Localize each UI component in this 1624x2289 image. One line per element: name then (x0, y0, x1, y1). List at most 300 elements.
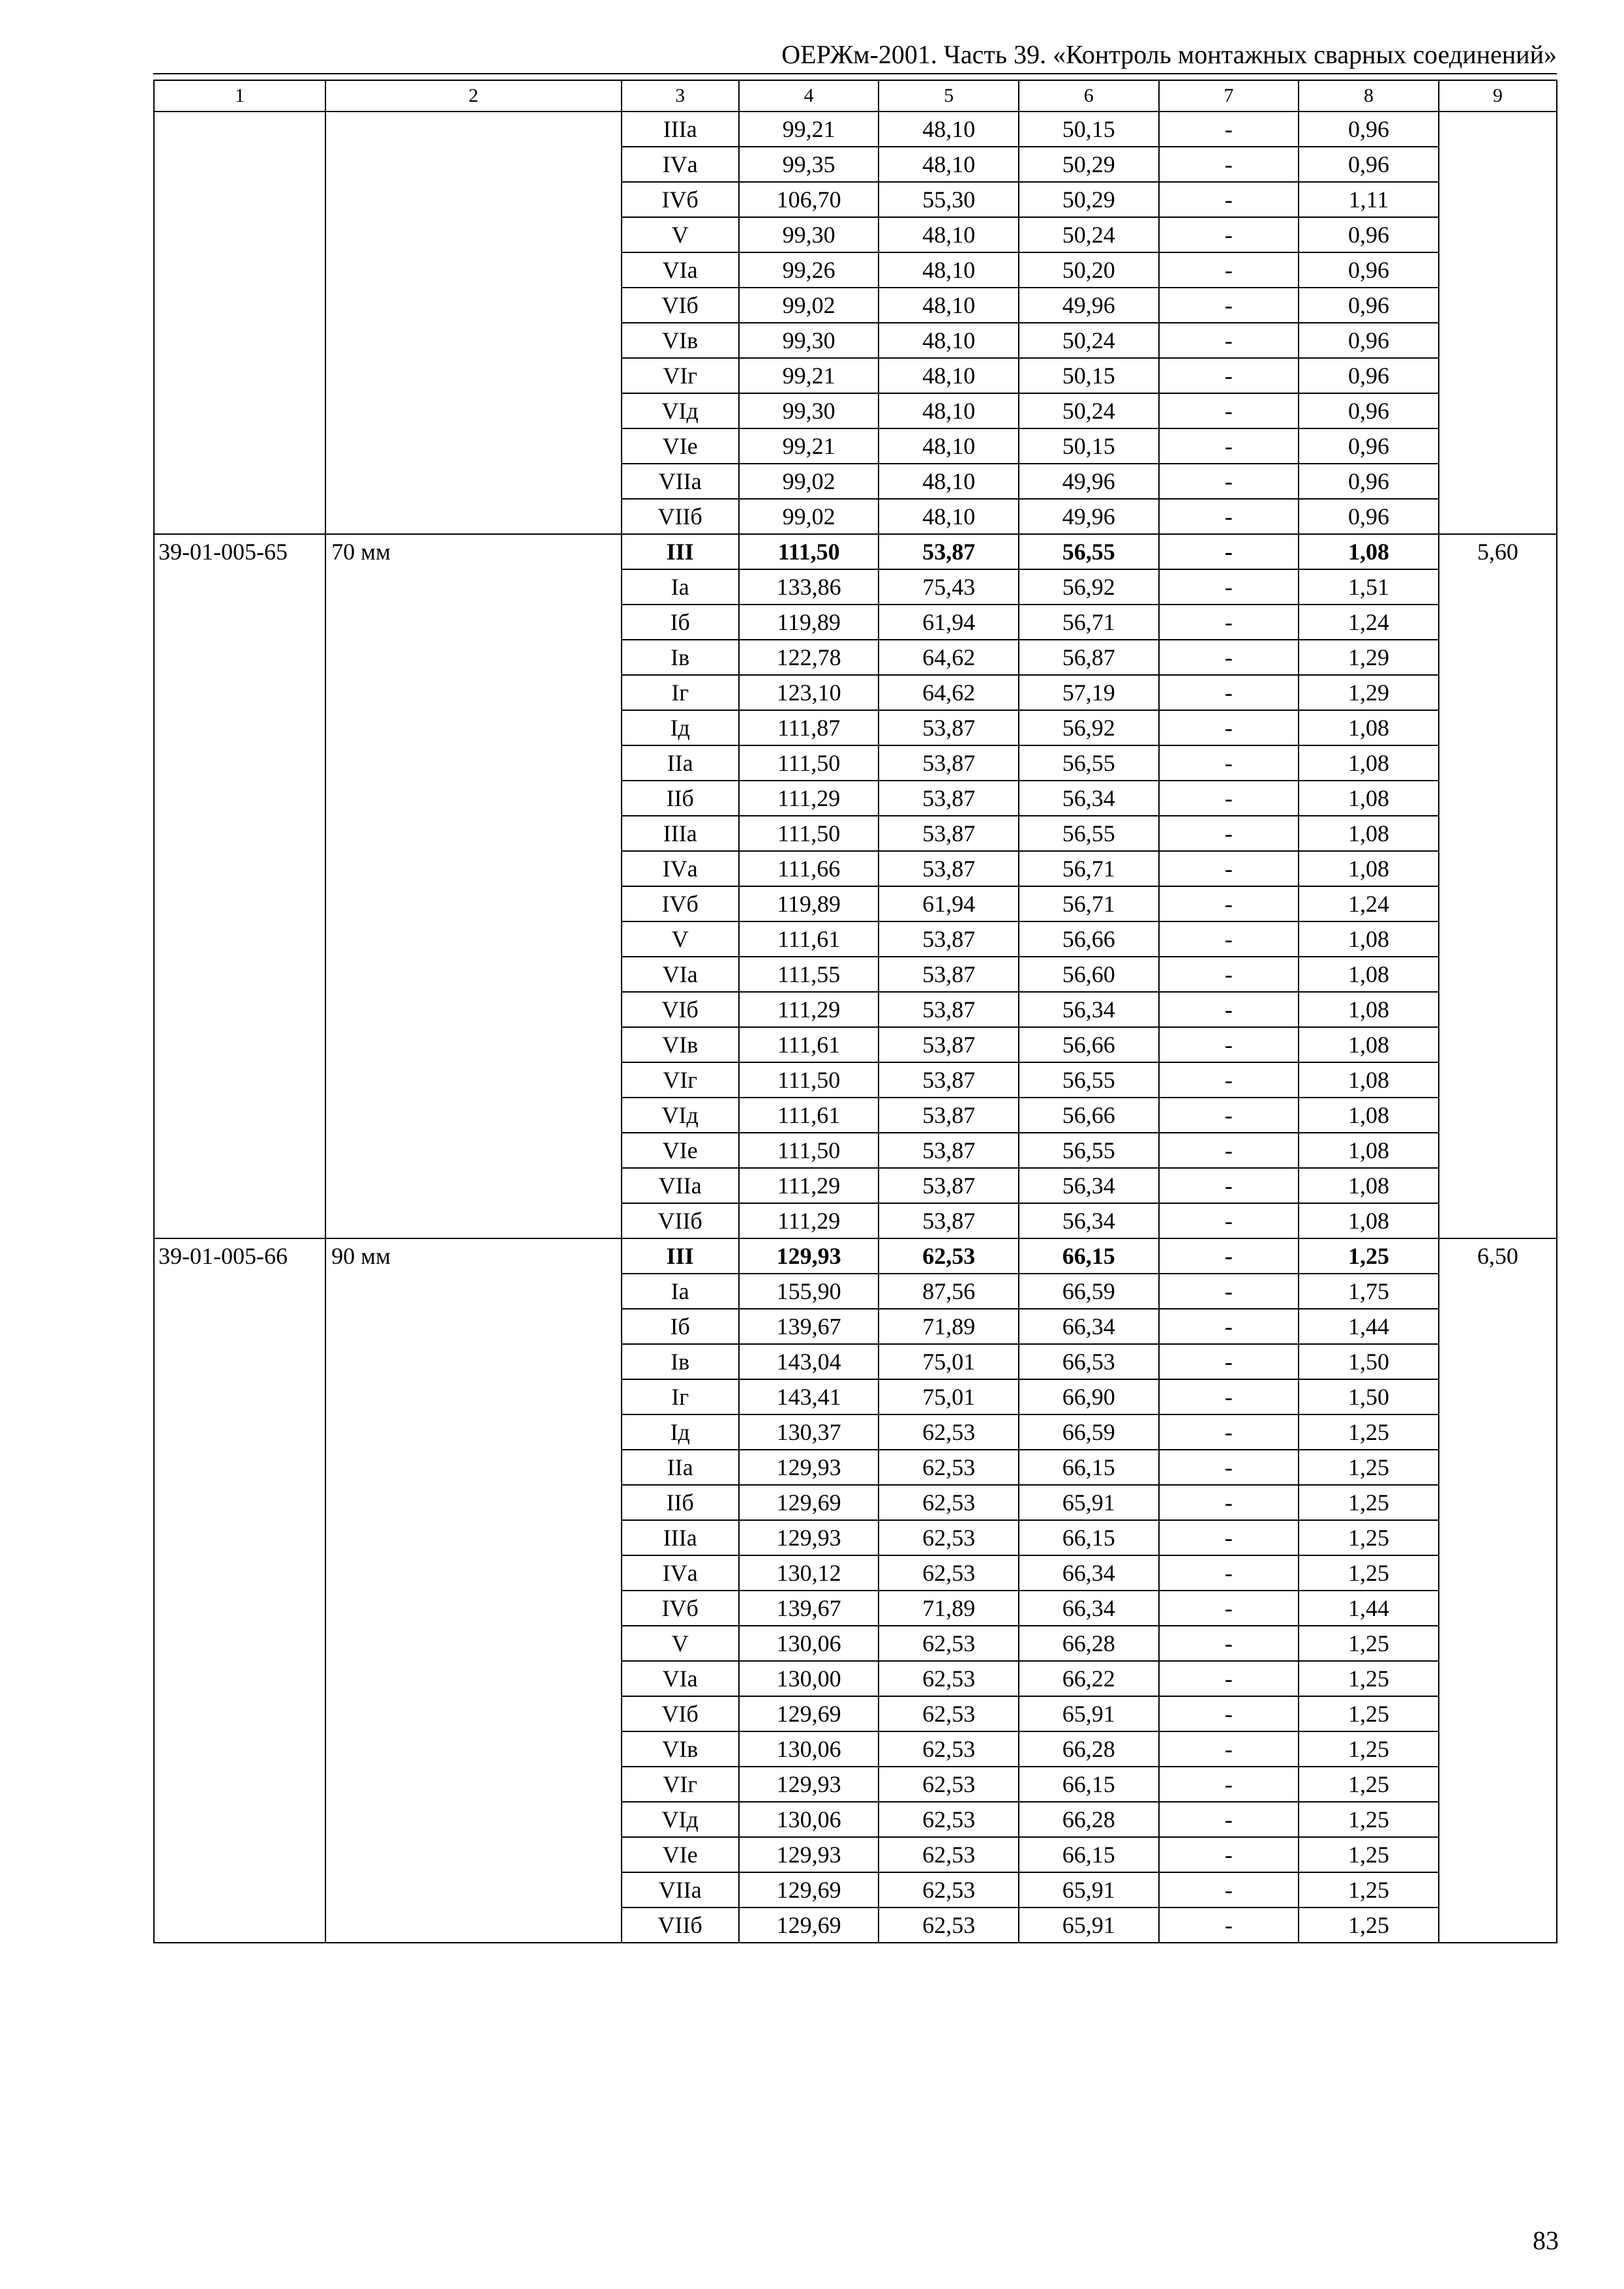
column4-cell: 129,69 (739, 1872, 879, 1908)
column4-cell: 119,89 (739, 605, 879, 640)
column5-cell: 48,10 (879, 112, 1019, 147)
column5-cell: 53,87 (879, 957, 1019, 992)
column5-cell: 53,87 (879, 816, 1019, 851)
category-cell: Iв (622, 640, 739, 675)
column7-cell: - (1159, 1027, 1299, 1062)
column7-cell: - (1159, 1168, 1299, 1203)
column8-cell: 0,96 (1299, 147, 1439, 182)
column6-cell: 49,96 (1019, 464, 1159, 499)
column8-cell: 1,25 (1299, 1661, 1439, 1696)
column7-cell: - (1159, 1274, 1299, 1309)
column7-cell: - (1159, 640, 1299, 675)
column7-cell: - (1159, 569, 1299, 605)
column5-cell: 48,10 (879, 323, 1019, 358)
column6-cell: 66,22 (1019, 1661, 1159, 1696)
column7-cell: - (1159, 1802, 1299, 1837)
column4-cell: 111,29 (739, 992, 879, 1027)
column5-cell: 62,53 (879, 1731, 1019, 1767)
column7-cell: - (1159, 921, 1299, 957)
category-cell: IVа (622, 851, 739, 886)
category-cell: Iб (622, 1309, 739, 1344)
table-row (154, 112, 1557, 147)
column5-cell: 62,53 (879, 1450, 1019, 1485)
column6-cell: 50,29 (1019, 147, 1159, 182)
column6-cell: 56,55 (1019, 1133, 1159, 1168)
column8-cell: 1,24 (1299, 886, 1439, 921)
column9-cell (1439, 112, 1557, 534)
diameter-cell: 90 мм (325, 1238, 621, 1943)
category-cell: VIб (622, 1696, 739, 1731)
column8-cell: 1,25 (1299, 1238, 1439, 1274)
category-cell: VIIб (622, 1203, 739, 1238)
column-number: 5 (879, 80, 1019, 112)
column8-cell: 1,08 (1299, 957, 1439, 992)
rate-code-cell: 39-01-005-65 (154, 534, 325, 1238)
column5-cell: 53,87 (879, 534, 1019, 569)
column8-cell: 1,08 (1299, 710, 1439, 745)
column4-cell: 99,02 (739, 499, 879, 534)
category-cell: VIг (622, 358, 739, 393)
column4-cell: 106,70 (739, 182, 879, 217)
category-cell: VIб (622, 288, 739, 323)
document-header: ОЕРЖм-2001. Часть 39. «Контроль монтажных сварных соединений» (781, 40, 1557, 69)
column5-cell: 62,53 (879, 1802, 1019, 1837)
column8-cell: 1,25 (1299, 1626, 1439, 1661)
category-cell: VIе (622, 428, 739, 464)
column8-cell: 1,25 (1299, 1485, 1439, 1520)
column8-cell: 0,96 (1299, 393, 1439, 428)
category-cell: VIIа (622, 1168, 739, 1203)
column7-cell: - (1159, 428, 1299, 464)
category-cell: IIб (622, 781, 739, 816)
category-cell: VIа (622, 957, 739, 992)
column6-cell: 56,34 (1019, 1168, 1159, 1203)
column7-cell: - (1159, 1626, 1299, 1661)
column7-cell: - (1159, 499, 1299, 534)
column4-cell: 130,06 (739, 1626, 879, 1661)
column8-cell: 1,08 (1299, 992, 1439, 1027)
column6-cell: 50,15 (1019, 428, 1159, 464)
column7-cell: - (1159, 217, 1299, 252)
column6-cell: 50,15 (1019, 112, 1159, 147)
column5-cell: 64,62 (879, 675, 1019, 710)
column7-cell: - (1159, 1696, 1299, 1731)
column8-cell: 1,08 (1299, 745, 1439, 781)
column6-cell: 56,55 (1019, 1062, 1159, 1098)
column9-cell: 5,60 (1439, 534, 1557, 1238)
column4-cell: 111,55 (739, 957, 879, 992)
column7-cell: - (1159, 1591, 1299, 1626)
column8-cell: 1,25 (1299, 1908, 1439, 1943)
column5-cell: 62,53 (879, 1520, 1019, 1555)
category-cell: IVб (622, 182, 739, 217)
column7-cell: - (1159, 1908, 1299, 1943)
column7-cell: - (1159, 1837, 1299, 1872)
column6-cell: 66,59 (1019, 1274, 1159, 1309)
column4-cell: 143,41 (739, 1379, 879, 1414)
column-number: 3 (622, 80, 739, 112)
column8-cell: 1,08 (1299, 1203, 1439, 1238)
header-rule (153, 73, 1557, 74)
category-cell: III (622, 534, 739, 569)
column4-cell: 130,06 (739, 1731, 879, 1767)
column7-cell: - (1159, 147, 1299, 182)
column8-cell: 1,08 (1299, 1098, 1439, 1133)
column4-cell: 130,00 (739, 1661, 879, 1696)
column5-cell: 62,53 (879, 1767, 1019, 1802)
column4-cell: 129,93 (739, 1767, 879, 1802)
column7-cell: - (1159, 1872, 1299, 1908)
column6-cell: 56,55 (1019, 745, 1159, 781)
column7-cell: - (1159, 1133, 1299, 1168)
column7-cell: - (1159, 112, 1299, 147)
category-cell: VIг (622, 1767, 739, 1802)
column8-cell: 1,24 (1299, 605, 1439, 640)
column7-cell: - (1159, 605, 1299, 640)
column4-cell: 111,29 (739, 781, 879, 816)
column6-cell: 56,34 (1019, 992, 1159, 1027)
category-cell: V (622, 921, 739, 957)
column4-cell: 129,93 (739, 1837, 879, 1872)
column5-cell: 53,87 (879, 851, 1019, 886)
column5-cell: 53,87 (879, 921, 1019, 957)
column7-cell: - (1159, 710, 1299, 745)
column9-cell: 6,50 (1439, 1238, 1557, 1943)
column6-cell: 56,66 (1019, 1027, 1159, 1062)
column5-cell: 48,10 (879, 358, 1019, 393)
category-cell: VIб (622, 992, 739, 1027)
column8-cell: 0,96 (1299, 217, 1439, 252)
column5-cell: 62,53 (879, 1661, 1019, 1696)
column7-cell: - (1159, 1098, 1299, 1133)
column6-cell: 56,71 (1019, 605, 1159, 640)
column5-cell: 55,30 (879, 182, 1019, 217)
category-cell: IVа (622, 1555, 739, 1591)
column6-cell: 66,28 (1019, 1802, 1159, 1837)
column8-cell: 0,96 (1299, 499, 1439, 534)
column5-cell: 53,87 (879, 1027, 1019, 1062)
column8-cell: 1,08 (1299, 1062, 1439, 1098)
column5-cell: 53,87 (879, 992, 1019, 1027)
category-cell: IIа (622, 745, 739, 781)
column4-cell: 129,69 (739, 1696, 879, 1731)
column6-cell: 56,92 (1019, 569, 1159, 605)
column4-cell: 129,93 (739, 1520, 879, 1555)
column5-cell: 62,53 (879, 1485, 1019, 1520)
column8-cell: 1,11 (1299, 182, 1439, 217)
column5-cell: 48,10 (879, 499, 1019, 534)
column8-cell: 1,50 (1299, 1379, 1439, 1414)
column7-cell: - (1159, 1203, 1299, 1238)
column6-cell: 66,15 (1019, 1837, 1159, 1872)
category-cell: IIIа (622, 1520, 739, 1555)
column8-cell: 1,08 (1299, 1168, 1439, 1203)
column-number: 6 (1019, 80, 1159, 112)
column5-cell: 75,01 (879, 1379, 1019, 1414)
column7-cell: - (1159, 323, 1299, 358)
column-number: 2 (325, 80, 621, 112)
column6-cell: 50,20 (1019, 252, 1159, 288)
column4-cell: 99,30 (739, 393, 879, 428)
column7-cell: - (1159, 1344, 1299, 1379)
column6-cell: 56,55 (1019, 816, 1159, 851)
column5-cell: 48,10 (879, 428, 1019, 464)
column6-cell: 66,15 (1019, 1767, 1159, 1802)
column4-cell: 130,12 (739, 1555, 879, 1591)
column4-cell: 111,50 (739, 1133, 879, 1168)
column8-cell: 1,51 (1299, 569, 1439, 605)
column7-cell: - (1159, 957, 1299, 992)
column5-cell: 48,10 (879, 288, 1019, 323)
column7-cell: - (1159, 182, 1299, 217)
column4-cell: 143,04 (739, 1344, 879, 1379)
column4-cell: 123,10 (739, 675, 879, 710)
column8-cell: 1,25 (1299, 1802, 1439, 1837)
column5-cell: 53,87 (879, 1203, 1019, 1238)
column8-cell: 0,96 (1299, 252, 1439, 288)
column6-cell: 56,66 (1019, 921, 1159, 957)
category-cell: VIе (622, 1837, 739, 1872)
column6-cell: 50,24 (1019, 217, 1159, 252)
category-cell: VIд (622, 1098, 739, 1133)
category-cell: VIа (622, 1661, 739, 1696)
column4-cell: 129,69 (739, 1485, 879, 1520)
rate-code-cell (154, 112, 325, 534)
column4-cell: 139,67 (739, 1309, 879, 1344)
column4-cell: 99,21 (739, 358, 879, 393)
column7-cell: - (1159, 464, 1299, 499)
category-cell: V (622, 1626, 739, 1661)
column7-cell: - (1159, 1062, 1299, 1098)
column4-cell: 155,90 (739, 1274, 879, 1309)
column4-cell: 133,86 (739, 569, 879, 605)
column5-cell: 62,53 (879, 1696, 1019, 1731)
table-row (154, 534, 1557, 569)
category-cell: Iа (622, 1274, 739, 1309)
column6-cell: 50,29 (1019, 182, 1159, 217)
category-cell: III (622, 1238, 739, 1274)
column5-cell: 48,10 (879, 393, 1019, 428)
column8-cell: 1,08 (1299, 851, 1439, 886)
table-row (154, 1238, 1557, 1274)
column4-cell: 99,02 (739, 288, 879, 323)
column6-cell: 66,90 (1019, 1379, 1159, 1414)
column8-cell: 1,50 (1299, 1344, 1439, 1379)
column8-cell: 1,08 (1299, 1133, 1439, 1168)
column5-cell: 53,87 (879, 1168, 1019, 1203)
column-number-row (154, 80, 1557, 112)
category-cell: V (622, 217, 739, 252)
category-cell: VIв (622, 323, 739, 358)
column7-cell: - (1159, 1379, 1299, 1414)
column6-cell: 49,96 (1019, 499, 1159, 534)
column6-cell: 56,92 (1019, 710, 1159, 745)
column8-cell: 0,96 (1299, 464, 1439, 499)
column7-cell: - (1159, 1520, 1299, 1555)
column6-cell: 66,34 (1019, 1555, 1159, 1591)
column5-cell: 48,10 (879, 252, 1019, 288)
category-cell: VIг (622, 1062, 739, 1098)
column8-cell: 0,96 (1299, 288, 1439, 323)
page-number: 83 (1533, 2226, 1559, 2255)
column4-cell: 111,87 (739, 710, 879, 745)
rates-table-body (154, 80, 1557, 1943)
column4-cell: 129,69 (739, 1908, 879, 1943)
column7-cell: - (1159, 1414, 1299, 1450)
column5-cell: 62,53 (879, 1238, 1019, 1274)
column8-cell: 1,25 (1299, 1837, 1439, 1872)
column6-cell: 65,91 (1019, 1485, 1159, 1520)
column8-cell: 1,08 (1299, 781, 1439, 816)
column4-cell: 111,61 (739, 1027, 879, 1062)
column5-cell: 53,87 (879, 1062, 1019, 1098)
category-cell: Iа (622, 569, 739, 605)
column4-cell: 130,37 (739, 1414, 879, 1450)
column8-cell: 1,25 (1299, 1767, 1439, 1802)
column6-cell: 66,28 (1019, 1626, 1159, 1661)
column7-cell: - (1159, 1309, 1299, 1344)
column8-cell: 1,25 (1299, 1414, 1439, 1450)
column6-cell: 50,24 (1019, 393, 1159, 428)
category-cell: IVб (622, 1591, 739, 1626)
category-cell: VIе (622, 1133, 739, 1168)
column4-cell: 111,50 (739, 1062, 879, 1098)
column4-cell: 99,26 (739, 252, 879, 288)
diameter-cell (325, 112, 621, 534)
column6-cell: 66,34 (1019, 1591, 1159, 1626)
column6-cell: 66,59 (1019, 1414, 1159, 1450)
column5-cell: 62,53 (879, 1555, 1019, 1591)
column7-cell: - (1159, 393, 1299, 428)
column4-cell: 111,61 (739, 1098, 879, 1133)
column7-cell: - (1159, 781, 1299, 816)
column6-cell: 66,15 (1019, 1238, 1159, 1274)
column8-cell: 1,44 (1299, 1309, 1439, 1344)
column5-cell: 62,53 (879, 1908, 1019, 1943)
column-number: 7 (1159, 80, 1299, 112)
column8-cell: 1,08 (1299, 534, 1439, 569)
category-cell: IVа (622, 147, 739, 182)
column5-cell: 48,10 (879, 464, 1019, 499)
column6-cell: 65,91 (1019, 1872, 1159, 1908)
column7-cell: - (1159, 358, 1299, 393)
column6-cell: 66,15 (1019, 1520, 1159, 1555)
column7-cell: - (1159, 1238, 1299, 1274)
category-cell: IIIа (622, 816, 739, 851)
column5-cell: 71,89 (879, 1309, 1019, 1344)
column7-cell: - (1159, 675, 1299, 710)
column4-cell: 111,29 (739, 1168, 879, 1203)
column5-cell: 87,56 (879, 1274, 1019, 1309)
column8-cell: 1,29 (1299, 640, 1439, 675)
column8-cell: 1,25 (1299, 1450, 1439, 1485)
column8-cell: 1,08 (1299, 816, 1439, 851)
column-number: 1 (154, 80, 325, 112)
column7-cell: - (1159, 816, 1299, 851)
category-cell: VIв (622, 1731, 739, 1767)
column-number: 8 (1299, 80, 1439, 112)
rate-code-cell: 39-01-005-66 (154, 1238, 325, 1943)
column5-cell: 53,87 (879, 1098, 1019, 1133)
column-number: 9 (1439, 80, 1557, 112)
category-cell: IVб (622, 886, 739, 921)
category-cell: VIIб (622, 1908, 739, 1943)
column8-cell: 0,96 (1299, 112, 1439, 147)
column4-cell: 111,50 (739, 816, 879, 851)
column6-cell: 66,28 (1019, 1731, 1159, 1767)
column7-cell: - (1159, 886, 1299, 921)
column4-cell: 122,78 (739, 640, 879, 675)
column7-cell: - (1159, 992, 1299, 1027)
column7-cell: - (1159, 851, 1299, 886)
column7-cell: - (1159, 288, 1299, 323)
column8-cell: 1,44 (1299, 1591, 1439, 1626)
category-cell: VIIб (622, 499, 739, 534)
column7-cell: - (1159, 252, 1299, 288)
column7-cell: - (1159, 1555, 1299, 1591)
column8-cell: 1,25 (1299, 1555, 1439, 1591)
category-cell: Iб (622, 605, 739, 640)
category-cell: IIа (622, 1450, 739, 1485)
column6-cell: 56,66 (1019, 1098, 1159, 1133)
column4-cell: 119,89 (739, 886, 879, 921)
column4-cell: 130,06 (739, 1802, 879, 1837)
column4-cell: 99,02 (739, 464, 879, 499)
diameter-cell: 70 мм (325, 534, 621, 1238)
column4-cell: 99,21 (739, 112, 879, 147)
column8-cell: 1,25 (1299, 1872, 1439, 1908)
column6-cell: 66,53 (1019, 1344, 1159, 1379)
column6-cell: 56,71 (1019, 886, 1159, 921)
column5-cell: 62,53 (879, 1837, 1019, 1872)
column5-cell: 61,94 (879, 605, 1019, 640)
category-cell: Iд (622, 710, 739, 745)
column5-cell: 48,10 (879, 147, 1019, 182)
column5-cell: 62,53 (879, 1626, 1019, 1661)
column6-cell: 66,34 (1019, 1309, 1159, 1344)
column8-cell: 1,25 (1299, 1731, 1439, 1767)
rates-table (153, 80, 1557, 1943)
column6-cell: 49,96 (1019, 288, 1159, 323)
column6-cell: 50,24 (1019, 323, 1159, 358)
column5-cell: 75,01 (879, 1344, 1019, 1379)
column6-cell: 56,60 (1019, 957, 1159, 992)
column6-cell: 56,34 (1019, 781, 1159, 816)
category-cell: Iд (622, 1414, 739, 1450)
column7-cell: - (1159, 1661, 1299, 1696)
column5-cell: 62,53 (879, 1872, 1019, 1908)
column8-cell: 1,75 (1299, 1274, 1439, 1309)
column6-cell: 50,15 (1019, 358, 1159, 393)
column8-cell: 0,96 (1299, 428, 1439, 464)
column8-cell: 1,29 (1299, 675, 1439, 710)
column7-cell: - (1159, 1731, 1299, 1767)
category-cell: IIIа (622, 112, 739, 147)
category-cell: Iг (622, 1379, 739, 1414)
column8-cell: 1,25 (1299, 1696, 1439, 1731)
column6-cell: 65,91 (1019, 1908, 1159, 1943)
column8-cell: 1,08 (1299, 1027, 1439, 1062)
category-cell: Iв (622, 1344, 739, 1379)
column-number: 4 (739, 80, 879, 112)
category-cell: VIв (622, 1027, 739, 1062)
column7-cell: - (1159, 534, 1299, 569)
column8-cell: 1,25 (1299, 1520, 1439, 1555)
column4-cell: 129,93 (739, 1238, 879, 1274)
column4-cell: 111,29 (739, 1203, 879, 1238)
column5-cell: 61,94 (879, 886, 1019, 921)
category-cell: VIIа (622, 464, 739, 499)
